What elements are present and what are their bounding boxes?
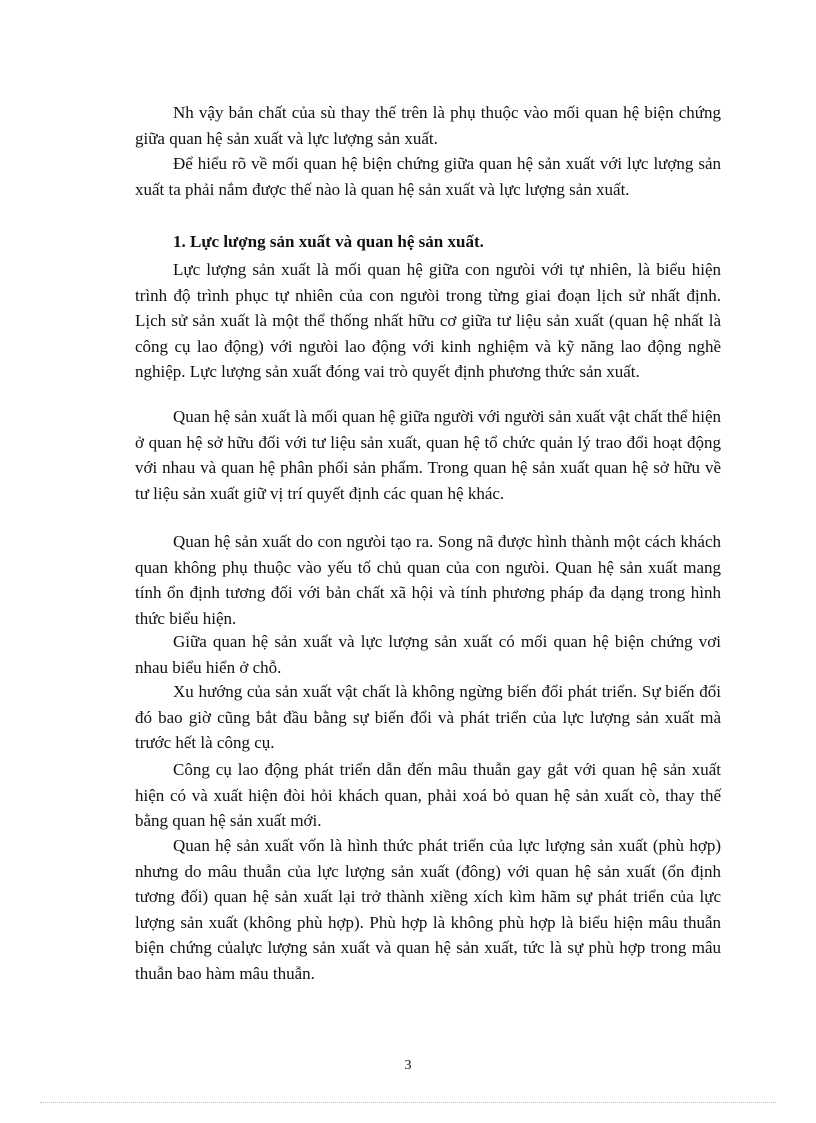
page-number: 3 (404, 1058, 412, 1073)
paragraph-7: Xu hướng của sản xuất vật chất là không ngừng biến đổi phát triển. Sự biến đổi đó bao giờ cũng bắt đầu bằng sự biến đổi và phát triển của lực lượng sản xuất mà trước hết là công cụ. (135, 682, 721, 752)
paragraph-5: Quan hệ sản xuất do con ngưòi tạo ra. Song nã được hình thành một cách khách quan không phụ thuộc vào yếu tố chủ quan của con ngưòi. Quan hệ sản xuất mang tính ổn định tương đối với bản chất xã hội và tính phương pháp đa dạng trong hình thức biểu hiện. (135, 532, 721, 628)
paragraph-1: Nh vậy bản chất của sù thay thế trên là phụ thuộc vào mối quan hệ biện chứng giữa quan hệ sản xuất và lực lượng sản xuất. (135, 103, 721, 148)
page-bottom-divider (40, 1102, 776, 1103)
paragraph-4: Quan hệ sản xuất là mối quan hệ giữa người với người sản xuất vật chất thể hiện ở quan hệ sở hữu đối với tư liệu sản xuất, quan hệ tổ chức quản lý trao đổi hoạt động với nhau và quan hệ phân phối sản phẩm. Trong quan hệ sản xuất quan hệ sở hữu về tư liệu sản xuất giữ vị trí quyết định các quan hệ khác. (135, 407, 721, 503)
paragraph-9: Quan hệ sản xuất vốn là hình thức phát triển của lực lượng sản xuất (phù hợp) nhưng do mâu thuẫn của lực lượng sản xuất (đông) với quan hệ sản xuất (ổn định tương đối) quan hệ sản xuất lại trở thành xiềng xích kìm hãm sự phát triển của lực lượng sản xuất (không phù hợp). Phù hợp là không phù hợp là biểu hiện mâu thuẫn biện chứng củalực lượng sản xuất và quan hệ sản xuất, tức là sự phù hợp trong mâu thuẫn bao hàm mâu thuẫn. (135, 836, 721, 983)
paragraph-3: Lực lượng sản xuất là mối quan hệ giữa con ngưòi với tự nhiên, là biểu hiện trình độ trình phục tự nhiên của con ngưòi trong từng giai đoạn lịch sử nhất định. Lịch sử sản xuất là một thể thống nhất hữu cơ giữa tư liệu sản xuất (quan hệ nhất là công cụ lao động) với ngưòi lao động với kinh nghiệm và kỹ năng lao động nghề nghiệp. Lực lượng sản xuất đóng vai trò quyết định phương thức sản xuất. (135, 260, 721, 381)
paragraph-6: Giữa quan hệ sản xuất và lực lượng sản xuất có mối quan hệ biện chứng vơi nhau biểu hiển ở chỗ. (135, 632, 721, 677)
section-heading: 1. Lực lượng sản xuất và quan hệ sản xuất. (173, 232, 484, 251)
paragraph-8: Công cụ lao động phát triển dẫn đến mâu thuẫn gay gắt với quan hệ sản xuất hiện có và xuất hiện đòi hỏi khách quan, phải xoá bỏ quan hệ sản xuất cò, thay thế bằng quan hệ sản xuất mới. (135, 760, 721, 830)
paragraph-2: Để hiểu rõ về mối quan hệ biện chứng giữa quan hệ sản xuất với lực lượng sản xuất ta phải nắm được thế nào là quan hệ sản xuất và lực lượng sản xuất. (135, 154, 721, 199)
